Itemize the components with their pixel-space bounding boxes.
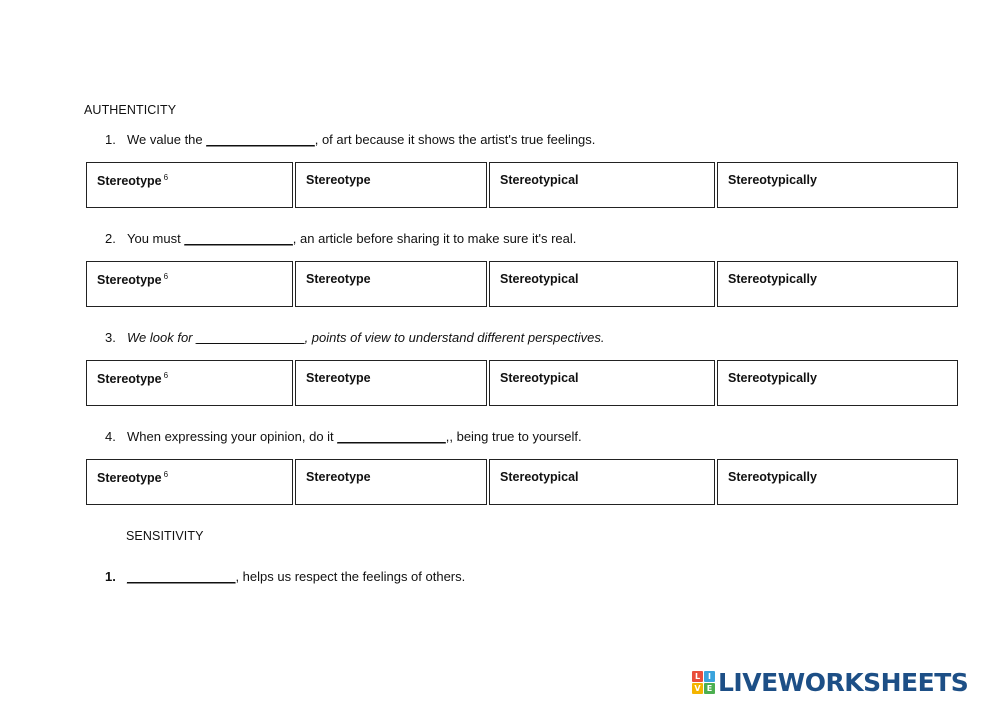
option-stereotype[interactable]: Stereotype	[295, 459, 487, 505]
question-text: We value the _______________, of art because it shows the artist's true feelings.	[127, 132, 596, 147]
section-title-sensitivity: SENSITIVITY	[126, 529, 204, 543]
question-text: We look for _______________, points of view to understand different perspectives.	[127, 330, 605, 345]
answer-blank[interactable]: _______________	[206, 132, 315, 147]
question-number: 3.	[105, 330, 116, 345]
question-3	[105, 330, 604, 346]
liveworksheets-logo	[692, 668, 968, 696]
question-number: 2.	[105, 231, 116, 246]
option-stereotypical[interactable]: Stereotypical	[489, 459, 715, 505]
question-2	[105, 231, 576, 247]
options-row-1	[86, 162, 958, 208]
option-stereotypical[interactable]: Stereotypical	[489, 360, 715, 406]
option-stereotype-sup[interactable]: Stereotype $^6$	[86, 360, 293, 406]
answer-blank[interactable]: _______________	[196, 330, 305, 345]
option-stereotype-sup[interactable]: Stereotype $^6$	[86, 261, 293, 307]
sensitivity-question-1	[105, 569, 465, 585]
option-stereotypically[interactable]: Stereotypically	[717, 261, 958, 307]
option-stereotypical[interactable]: Stereotypical	[489, 261, 715, 307]
option-stereotype-sup[interactable]: Stereotype $^6$	[86, 459, 293, 505]
option-stereotypical[interactable]: Stereotypical	[489, 162, 715, 208]
options-row-2	[86, 261, 958, 307]
question-number: 1.	[105, 569, 116, 584]
question-text: When expressing your opinion, do it _______________,, being true to yourself.	[127, 429, 582, 444]
option-stereotype[interactable]: Stereotype	[295, 162, 487, 208]
options-row-4	[86, 459, 958, 505]
option-stereotypically[interactable]: Stereotypically	[717, 360, 958, 406]
question-text: _______________, helps us respect the feelings of others.	[127, 569, 466, 584]
question-4	[105, 429, 582, 445]
option-stereotypically[interactable]: Stereotypically	[717, 459, 958, 505]
question-number: 1.	[105, 132, 116, 147]
logo-mark-icon: L I V E	[692, 671, 715, 694]
answer-blank[interactable]: _______________	[127, 569, 236, 584]
answer-blank[interactable]: _______________	[184, 231, 293, 246]
option-stereotype[interactable]: Stereotype	[295, 261, 487, 307]
options-row-3	[86, 360, 958, 406]
logo-text: LIVEWORKSHEETS	[718, 667, 969, 697]
option-stereotype-sup[interactable]: Stereotype $^6$	[86, 162, 293, 208]
question-1	[105, 132, 595, 148]
option-stereotypically[interactable]: Stereotypically	[717, 162, 958, 208]
option-stereotype[interactable]: Stereotype	[295, 360, 487, 406]
answer-blank[interactable]: _______________	[337, 429, 446, 444]
section-title-authenticity: AUTHENTICITY	[84, 103, 177, 117]
question-text: You must _______________, an article before sharing it to make sure it's real.	[127, 231, 577, 246]
question-number: 4.	[105, 429, 116, 444]
